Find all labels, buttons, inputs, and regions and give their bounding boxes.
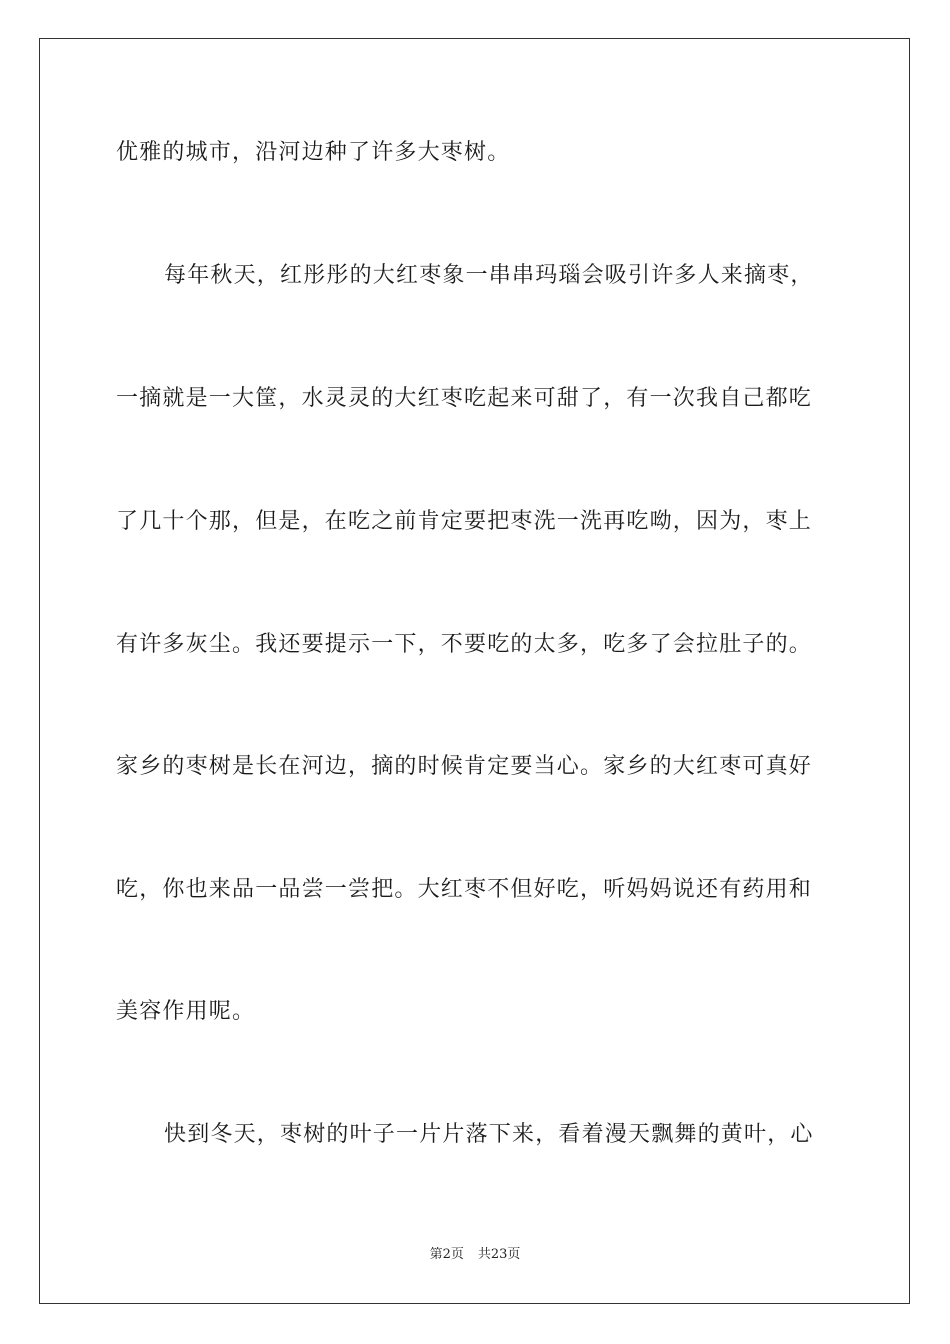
page-number: 第2页 <box>429 1247 464 1262</box>
paragraph-line-6: 家乡的枣树是长在河边，摘的时候肯定要当心。家乡的大红枣可真好 <box>116 754 813 779</box>
paragraph-line-2: 每年秋天，红彤彤的大红枣象一串串玛瑙会吸引许多人来摘枣， <box>164 263 814 288</box>
paragraph-line-1: 优雅的城市，沿河边种了许多大枣树。 <box>116 140 511 165</box>
page-total: 共23页 <box>477 1247 521 1262</box>
paragraph-line-9: 快到冬天，枣树的叶子一片片落下来，看着漫天飘舞的黄叶，心 <box>164 1122 814 1147</box>
paragraph-line-5: 有许多灰尘。我还要提示一下，不要吃的太多，吃多了会拉肚子的。 <box>116 632 813 657</box>
paragraph-line-3: 一摘就是一大筐，水灵灵的大红枣吃起来可甜了，有一次我自己都吃 <box>116 386 813 411</box>
page-border <box>39 38 910 1304</box>
paragraph-line-8: 美容作用呢。 <box>116 999 256 1024</box>
page-footer <box>0 1247 950 1263</box>
paragraph-line-7: 吃，你也来品一品尝一尝把。大红枣不但好吃，听妈妈说还有药用和 <box>116 877 813 902</box>
paragraph-line-4: 了几十个那，但是，在吃之前肯定要把枣洗一洗再吃呦，因为，枣上 <box>116 509 813 534</box>
